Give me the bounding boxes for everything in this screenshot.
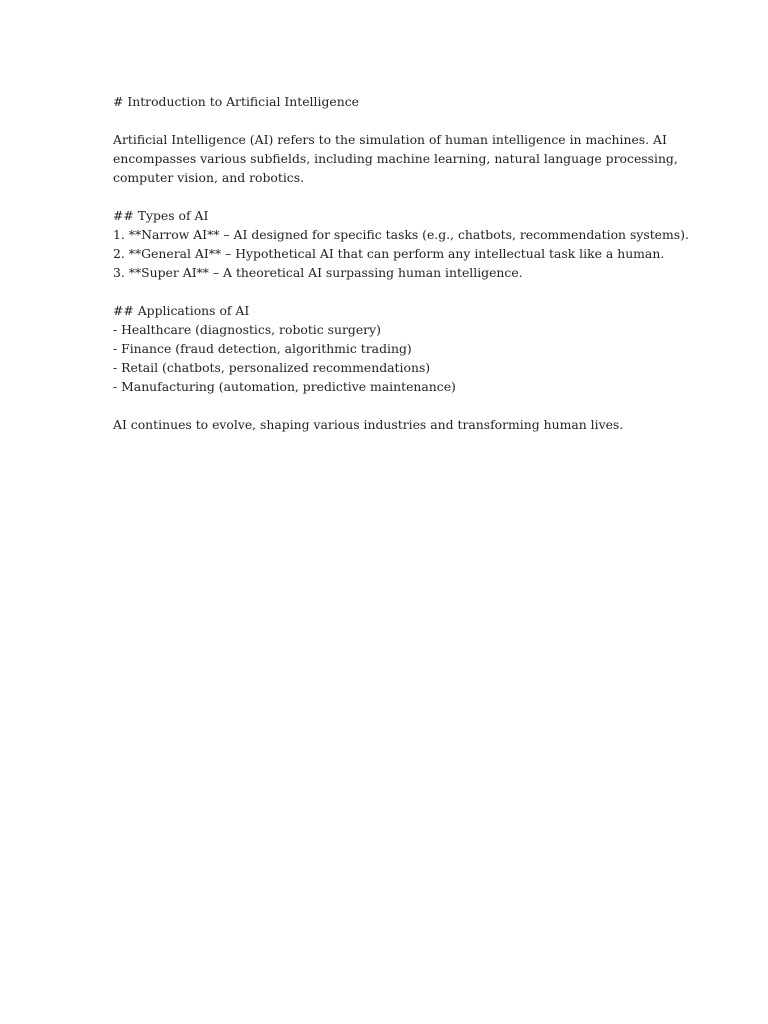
list-item: 2. **General AI** – Hypothetical AI that can perform any intellectual task like a human.: [113, 246, 665, 261]
list-item: - Manufacturing (automation, predictive maintenance): [113, 379, 456, 394]
intro-line: Artificial Intelligence (AI) refers to the simulation of human intelligence in machines. AI: [113, 132, 667, 147]
list-item: - Finance (fraud detection, algorithmic trading): [113, 341, 412, 356]
spacer: [113, 187, 673, 206]
conclusion-text: AI continues to evolve, shaping various industries and transforming human lives.: [113, 417, 624, 432]
spacer: [113, 282, 673, 301]
document-title: # Introduction to Artificial Intelligence: [113, 94, 359, 109]
spacer: [113, 396, 673, 415]
document-body: [113, 92, 689, 434]
list-item: - Healthcare (diagnostics, robotic surgery): [113, 322, 381, 337]
applications-heading: ## Applications of AI: [113, 303, 250, 318]
intro-line: encompasses various subfields, including machine learning, natural language processing,: [113, 151, 678, 166]
types-heading: ## Types of AI: [113, 208, 209, 223]
intro-line: computer vision, and robotics.: [113, 170, 305, 185]
list-item: - Retail (chatbots, personalized recommendations): [113, 360, 431, 375]
list-item: 3. **Super AI** – A theoretical AI surpassing human intelligence.: [113, 265, 523, 280]
list-item: 1. **Narrow AI** – AI designed for specific tasks (e.g., chatbots, recommendation systems).: [113, 227, 689, 242]
spacer: [113, 111, 673, 130]
